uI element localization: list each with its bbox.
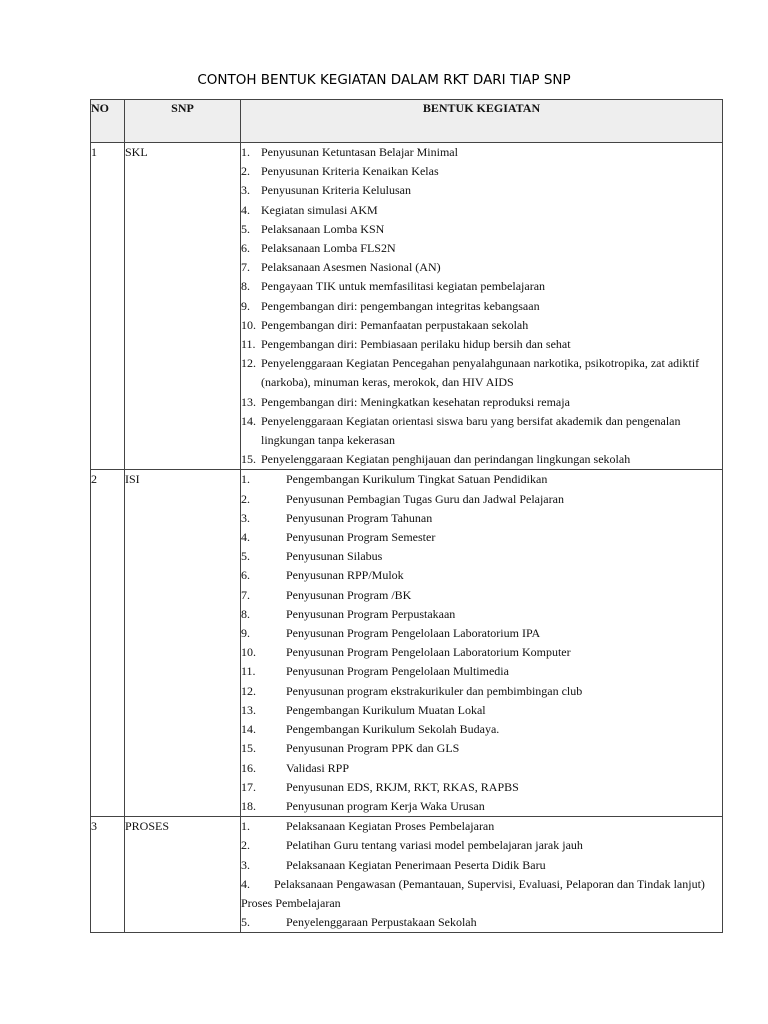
activity-number: 3. — [241, 857, 250, 872]
activity-item — [241, 277, 722, 296]
header-snp: SNP — [125, 100, 241, 143]
activity-item — [241, 739, 722, 758]
activity-item — [241, 547, 722, 566]
activity-text: Penyusunan Program Perpustakaan — [286, 606, 456, 621]
activity-item — [241, 239, 722, 258]
activity-item — [241, 856, 722, 875]
activity-number: 18. — [241, 798, 256, 813]
activity-number: 7. — [241, 260, 250, 275]
table-header-row — [91, 100, 723, 143]
activity-item — [241, 875, 722, 913]
activity-item — [241, 450, 722, 469]
activity-item — [241, 720, 722, 739]
document-title: CONTOH BENTUK KEGIATAN DALAM RKT DARI TIAP SNP — [197, 72, 571, 88]
activity-item — [241, 470, 722, 489]
activity-text: Validasi RPP — [286, 760, 350, 775]
activity-item — [241, 682, 722, 701]
activity-item — [241, 586, 722, 605]
table-row — [91, 470, 723, 817]
table-row — [91, 143, 723, 470]
activity-text: Pengayaan TIK untuk memfasilitasi kegiatan pembelajaran — [261, 279, 546, 294]
activity-item — [241, 509, 722, 528]
activity-item — [241, 335, 722, 354]
activity-text: Kegiatan simulasi AKM — [261, 202, 378, 217]
activity-item — [241, 162, 722, 181]
activity-text: Penyusunan Program Pengelolaan Multimedia — [286, 664, 509, 679]
activity-number: 1. — [241, 472, 250, 487]
activity-number: 3. — [241, 183, 250, 198]
activity-item — [241, 220, 722, 239]
activity-number: 6. — [241, 568, 250, 583]
activity-number: 14. — [241, 413, 256, 428]
activity-text: Pengembangan diri: Pembiasaan perilaku hidup bersih dan sehat — [261, 337, 571, 352]
activity-item — [241, 354, 722, 392]
activity-text: Pengembangan Kurikulum Tingkat Satuan Pendidikan — [286, 472, 548, 487]
activity-item — [241, 624, 722, 643]
activity-number: 5. — [241, 221, 250, 236]
activity-number: 2. — [241, 164, 250, 179]
activity-number: 4. — [241, 530, 250, 545]
activity-text: Pelaksanaan Kegiatan Penerimaan Peserta Didik Baru — [286, 857, 546, 872]
activity-number: 12. — [241, 683, 256, 698]
activity-number: 15. — [241, 452, 256, 467]
activity-number: 17. — [241, 779, 256, 794]
activity-item — [241, 393, 722, 412]
activity-text: Pelatihan Guru tentang variasi model pembelajaran jarak jauh — [286, 838, 583, 853]
snp-name: PROSES — [125, 817, 241, 933]
activity-number: 10. — [241, 645, 256, 660]
activity-item — [241, 759, 722, 778]
activity-item — [241, 528, 722, 547]
activity-number: 16. — [241, 760, 256, 775]
activity-item — [241, 143, 722, 162]
activity-number: 2. — [241, 838, 250, 853]
activity-text: Penyusunan Program Semester — [286, 530, 436, 545]
activity-number: 5. — [241, 549, 250, 564]
activity-text: Penyusunan Program /BK — [286, 587, 412, 602]
snp-name: ISI — [125, 470, 241, 817]
activity-number: 9. — [241, 298, 250, 313]
activity-text: Penyusunan EDS, RKJM, RKT, RKAS, RAPBS — [286, 779, 519, 794]
activity-text: Penyusunan Silabus — [286, 549, 383, 564]
activity-number: 11. — [241, 337, 256, 352]
activity-item — [241, 316, 722, 335]
activity-list — [241, 470, 723, 817]
activity-number: 9. — [241, 626, 250, 641]
activity-number: 8. — [241, 279, 250, 294]
activity-item — [241, 258, 722, 277]
activity-item — [241, 566, 722, 585]
activity-number: 13. — [241, 702, 256, 717]
activity-item — [241, 778, 722, 797]
activity-text: Penyelenggaraan Kegiatan orientasi siswa baru yang bersifat akademik dan pengenalan lingkungan tanpa kekerasan — [261, 413, 681, 448]
activity-text: Pelaksanaan Lomba FLS2N — [261, 241, 396, 256]
row-number: 1 — [91, 143, 125, 470]
activity-item — [241, 797, 722, 816]
activity-text: Pengembangan diri: pengembangan integritas kebangsaan — [261, 298, 540, 313]
activity-text: Pelaksanaan Kegiatan Proses Pembelajaran — [286, 819, 495, 834]
activity-item — [241, 643, 722, 662]
activity-item — [241, 412, 722, 450]
activity-text: Penyelenggaraan Kegiatan Pencegahan penyalahgunaan narkotika, psikotropika, zat adiktif (narkoba), minuman keras, merokok, dan HIV AIDS — [261, 356, 700, 390]
activity-list — [241, 143, 723, 470]
activity-number: 11. — [241, 664, 256, 679]
activity-text: Penyelenggaraan Kegiatan penghijauan dan perindangan lingkungan sekolah — [261, 452, 631, 467]
activity-text: Penyusunan program Kerja Waka Urusan — [286, 798, 485, 813]
activity-number: 15. — [241, 741, 256, 756]
activity-item — [241, 490, 722, 509]
row-number: 2 — [91, 470, 125, 817]
activity-text: Penyusunan Program Tahunan — [286, 510, 433, 525]
activity-item — [241, 836, 722, 855]
activity-number: 10. — [241, 317, 256, 332]
activity-text: Penyusunan program ekstrakurikuler dan pembimbingan club — [286, 683, 583, 698]
activity-text: Penyusunan Ketuntasan Belajar Minimal — [261, 145, 458, 159]
activity-number: 13. — [241, 394, 256, 409]
activity-number: 12. — [241, 356, 256, 371]
activity-text: Penyusunan Program PPK dan GLS — [286, 741, 460, 756]
header-bentuk-kegiatan: BENTUK KEGIATAN — [241, 100, 723, 143]
activity-text: Penyusunan Kriteria Kelulusan — [261, 183, 411, 198]
activity-text: Pelaksanaan Pengawasan (Pemantauan, Supervisi, Evaluasi, Pelaporan dan Tindak lanjut) Proses Pembelajaran — [241, 876, 705, 910]
activity-number: 5. — [241, 915, 250, 930]
activity-item — [241, 297, 722, 316]
activity-number: 7. — [241, 587, 250, 602]
header-no: NO — [91, 100, 125, 143]
activity-item — [241, 181, 722, 200]
activity-number: 3. — [241, 510, 250, 525]
activity-text: Penyusunan Pembagian Tugas Guru dan Jadwal Pelajaran — [286, 491, 564, 506]
activity-number: 2. — [241, 491, 250, 506]
activity-number: 1. — [241, 145, 250, 159]
activity-item — [241, 817, 722, 836]
activity-text: Penyusunan Program Pengelolaan Laboratorium Komputer — [286, 645, 571, 660]
activity-text: Pelaksanaan Lomba KSN — [261, 221, 385, 236]
activity-item — [241, 701, 722, 720]
activity-text: Pengembangan diri: Meningkatkan kesehatan reproduksi remaja — [261, 394, 570, 409]
activity-number: 14. — [241, 722, 256, 737]
snp-name: SKL — [125, 143, 241, 470]
activity-text: Penyelenggaraan Perpustakaan Sekolah — [286, 915, 477, 930]
activity-text: Pengembangan Kurikulum Sekolah Budaya. — [286, 722, 500, 737]
activity-item — [241, 913, 722, 932]
activity-number: 6. — [241, 241, 250, 256]
activity-text: Pengembangan diri: Pemanfaatan perpustakaan sekolah — [261, 317, 529, 332]
activity-text: Penyusunan Program Pengelolaan Laboratorium IPA — [286, 626, 541, 641]
activity-text: Pelaksanaan Asesmen Nasional (AN) — [261, 260, 441, 275]
activity-item — [241, 662, 722, 681]
snp-activity-table — [90, 99, 723, 933]
row-number: 3 — [91, 817, 125, 933]
activity-number: 4. — [241, 202, 250, 217]
activity-text: Pengembangan Kurikulum Muatan Lokal — [286, 702, 486, 717]
activity-number: 8. — [241, 606, 250, 621]
activity-item — [241, 201, 722, 220]
activity-text: Penyusunan RPP/Mulok — [286, 568, 404, 583]
activity-text: Penyusunan Kriteria Kenaikan Kelas — [261, 164, 439, 179]
table-row — [91, 817, 723, 933]
activity-list — [241, 817, 723, 933]
activity-number: 1. — [241, 819, 250, 834]
activity-item — [241, 605, 722, 624]
activity-number: 4. — [241, 876, 250, 891]
